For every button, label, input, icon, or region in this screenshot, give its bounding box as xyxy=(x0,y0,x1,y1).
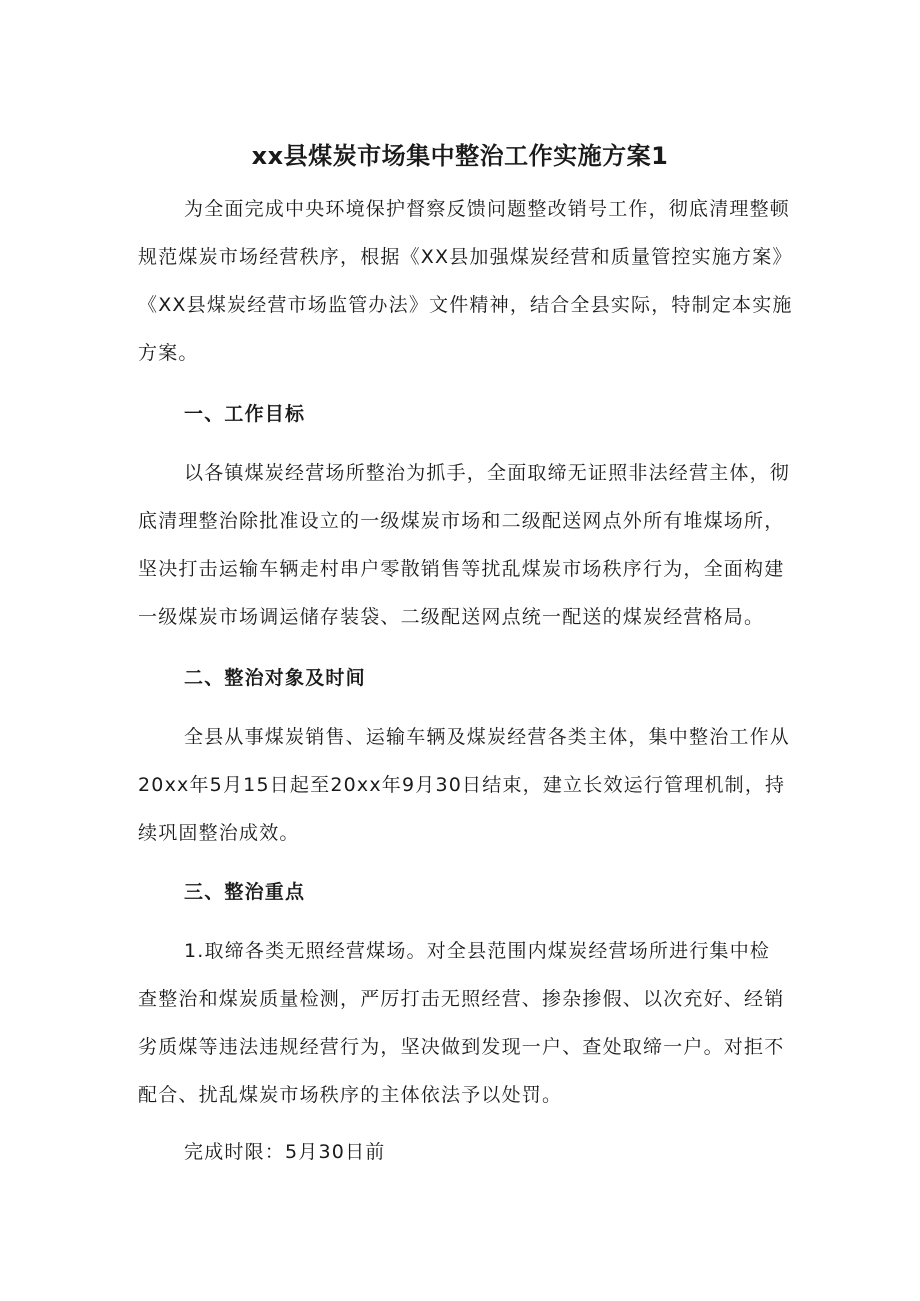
intro-paragraph xyxy=(138,185,793,377)
intro-line: 为全面完成中央环境保护督察反馈问题整改销号工作，彻底清理整顿 xyxy=(184,198,791,220)
intro-line: 方案。 xyxy=(138,342,199,364)
section-3-line: 1.取缔各类无照经营煤场。对全县范围内煤炭经营场所进行集中检 xyxy=(184,940,771,962)
deadline-text: 完成时限：5月30日前 xyxy=(184,1141,386,1163)
section-2-line: 全县从事煤炭销售、运输车辆及煤炭经营各类主体，集中整治工作从 xyxy=(184,726,791,748)
section-2-heading: 二、整治对象及时间 xyxy=(184,667,366,689)
section-1-line: 坚决打击运输车辆走村串户零散销售等扰乱煤炭市场秩序行为，全面构建 xyxy=(138,558,785,580)
section-1-line: 底清理整治除批准设立的一级煤炭市场和二级配送网点外所有堆煤场所， xyxy=(138,510,785,532)
section-2-line: 20xx年5月15日起至20xx年9月30日结束，建立长效运行管理机制，持 xyxy=(138,774,786,796)
section-3-line: 配合、扰乱煤炭市场秩序的主体依法予以处罚。 xyxy=(138,1084,563,1106)
intro-line: 规范煤炭市场经营秩序，根据《XX县加强煤炭经营和质量管控实施方案》 xyxy=(138,246,793,268)
intro-line: 《XX县煤炭经营市场监管办法》文件精神，结合全县实际，特制定本实施 xyxy=(138,294,793,316)
section-1-line: 以各镇煤炭经营场所整治为抓手，全面取缔无证照非法经营主体，彻 xyxy=(184,462,791,484)
section-3-heading: 三、整治重点 xyxy=(184,881,306,903)
section-2-paragraph xyxy=(138,713,791,857)
section-3-line: 劣质煤等违法违规经营行为，坚决做到发现一户、查处取缔一户。对拒不 xyxy=(138,1036,785,1058)
section-1-heading: 一、工作目标 xyxy=(184,403,306,425)
section-2-line: 续巩固整治成效。 xyxy=(138,822,300,844)
section-3-paragraph xyxy=(138,927,786,1119)
document-title: xx县煤炭市场集中整治工作实施方案1 xyxy=(251,142,669,170)
section-3-line: 查整治和煤炭质量检测，严厉打击无照经营、掺杂掺假、以次充好、经销 xyxy=(138,988,785,1010)
deadline-paragraph xyxy=(138,1128,786,1176)
section-1-paragraph xyxy=(138,449,791,641)
section-1-line: 一级煤炭市场调运储存装袋、二级配送网点统一配送的煤炭经营格局。 xyxy=(138,606,765,628)
